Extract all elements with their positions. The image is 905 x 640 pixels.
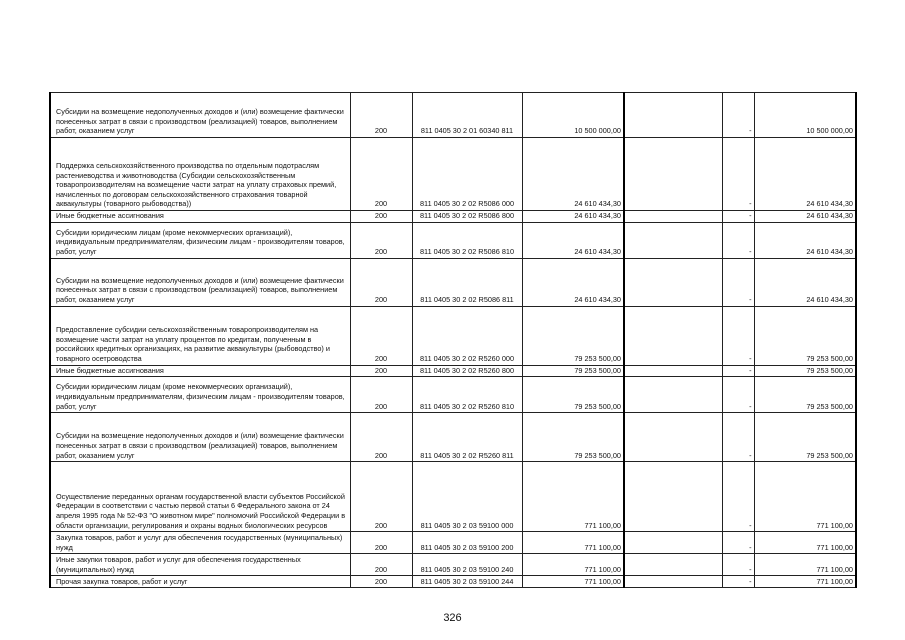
- table-row: [50, 576, 856, 588]
- row-code: 200: [350, 258, 412, 306]
- row-remaining: 24 610 434,30: [754, 222, 856, 258]
- row-executed: -: [722, 554, 754, 576]
- row-amount: 771 100,00: [522, 532, 624, 554]
- row-blank: [624, 365, 722, 377]
- row-name: Субсидии юридическим лицам (кроме некоммерческих организаций), индивидуальным предпринимателям, физическим лицам - производителям товаров, работ, услуг: [50, 222, 350, 258]
- row-blank: [624, 211, 722, 223]
- row-name: Закупка товаров, работ и услуг для обеспечения государственных (муниципальных) нужд: [50, 532, 350, 554]
- row-code: 200: [350, 532, 412, 554]
- row-amount: 79 253 500,00: [522, 306, 624, 365]
- row-classification: 811 0405 30 2 02 R5260 810: [412, 377, 522, 413]
- row-amount: 771 100,00: [522, 576, 624, 588]
- row-blank: [624, 306, 722, 365]
- row-name: Предоставление субсидии сельскохозяйственным товаропроизводителям на возмещение части затрат на уплату процентов по кредитам, полученным в российских кредитных организациях, на развитие аквакультуры (рыбоводство) и товарного осетроводства: [50, 306, 350, 365]
- row-executed: -: [722, 576, 754, 588]
- row-blank: [624, 377, 722, 413]
- row-remaining: 771 100,00: [754, 462, 856, 532]
- row-remaining: 10 500 000,00: [754, 93, 856, 138]
- row-executed: -: [722, 365, 754, 377]
- row-blank: [624, 532, 722, 554]
- row-amount: 79 253 500,00: [522, 377, 624, 413]
- table-row: [50, 138, 856, 211]
- row-code: 200: [350, 211, 412, 223]
- row-code: 200: [350, 554, 412, 576]
- row-name: Иные бюджетные ассигнования: [50, 365, 350, 377]
- row-remaining: 79 253 500,00: [754, 377, 856, 413]
- row-name: Иные бюджетные ассигнования: [50, 211, 350, 223]
- row-blank: [624, 138, 722, 211]
- row-executed: -: [722, 532, 754, 554]
- row-blank: [624, 462, 722, 532]
- row-name: Субсидии на возмещение недополученных доходов и (или) возмещение фактически понесенных затрат в связи с производством (реализацией) товаров, выполнением работ, оказанием услуг: [50, 93, 350, 138]
- table-row: [50, 306, 856, 365]
- row-amount: 24 610 434,30: [522, 211, 624, 223]
- row-classification: 811 0405 30 2 02 R5086 811: [412, 258, 522, 306]
- row-remaining: 24 610 434,30: [754, 211, 856, 223]
- row-blank: [624, 222, 722, 258]
- row-amount: 24 610 434,30: [522, 222, 624, 258]
- row-name: Поддержка сельскохозяйственного производства по отдельным подотраслям растениеводства и животноводства (Субсидии сельскохозяйственным товаропроизводителям на возмещение части затрат на уплату страховых премий, начисленных по договорам сельскохозяйственного страхования товарной аквакультуры (товарного рыбоводства)): [50, 138, 350, 211]
- table-row: [50, 365, 856, 377]
- table-row: [50, 377, 856, 413]
- row-executed: -: [722, 211, 754, 223]
- row-amount: 771 100,00: [522, 462, 624, 532]
- budget-table: [49, 92, 857, 588]
- row-executed: -: [722, 413, 754, 462]
- row-amount: 24 610 434,30: [522, 138, 624, 211]
- row-blank: [624, 258, 722, 306]
- row-blank: [624, 413, 722, 462]
- row-remaining: 771 100,00: [754, 554, 856, 576]
- row-classification: 811 0405 30 2 02 R5260 000: [412, 306, 522, 365]
- row-classification: 811 0405 30 2 03 59100 244: [412, 576, 522, 588]
- row-executed: -: [722, 462, 754, 532]
- row-classification: 811 0405 30 2 02 R5260 811: [412, 413, 522, 462]
- page-number: 326: [443, 612, 462, 624]
- row-name: Иные закупки товаров, работ и услуг для обеспечения государственных (муниципальных) нужд: [50, 554, 350, 576]
- table-row: [50, 554, 856, 576]
- row-amount: 771 100,00: [522, 554, 624, 576]
- row-executed: -: [722, 138, 754, 211]
- row-amount: 10 500 000,00: [522, 93, 624, 138]
- row-code: 200: [350, 576, 412, 588]
- table-row: [50, 93, 856, 138]
- row-executed: -: [722, 306, 754, 365]
- row-remaining: 79 253 500,00: [754, 365, 856, 377]
- row-name: Субсидии юридическим лицам (кроме некоммерческих организаций), индивидуальным предпринимателям, физическим лицам - производителям товаров, работ, услуг: [50, 377, 350, 413]
- table-row: [50, 211, 856, 223]
- row-executed: -: [722, 93, 754, 138]
- row-code: 200: [350, 93, 412, 138]
- table-row: [50, 462, 856, 532]
- table-row: [50, 532, 856, 554]
- row-remaining: 24 610 434,30: [754, 258, 856, 306]
- row-classification: 811 0405 30 2 03 59100 200: [412, 532, 522, 554]
- row-amount: 24 610 434,30: [522, 258, 624, 306]
- row-amount: 79 253 500,00: [522, 365, 624, 377]
- row-amount: 79 253 500,00: [522, 413, 624, 462]
- row-code: 200: [350, 462, 412, 532]
- row-classification: 811 0405 30 2 03 59100 000: [412, 462, 522, 532]
- row-name: Осуществление переданных органам государственной власти субъектов Российской Федерации в соответствии с частью первой статьи 6 Федерального закона от 24 апреля 1995 года № 52-ФЗ "О животном мире" полномочий Российской Федерации в области организации, регулирования и охраны водных биологических ресурсов: [50, 462, 350, 532]
- row-code: 200: [350, 306, 412, 365]
- row-executed: -: [722, 377, 754, 413]
- row-name: Прочая закупка товаров, работ и услуг: [50, 576, 350, 588]
- row-blank: [624, 554, 722, 576]
- row-name: Субсидии на возмещение недополученных доходов и (или) возмещение фактически понесенных затрат в связи с производством (реализацией) товаров, выполнением работ, оказанием услуг: [50, 413, 350, 462]
- row-code: 200: [350, 365, 412, 377]
- row-blank: [624, 93, 722, 138]
- row-classification: 811 0405 30 2 01 60340 811: [412, 93, 522, 138]
- table-row: [50, 258, 856, 306]
- row-code: 200: [350, 138, 412, 211]
- row-remaining: 79 253 500,00: [754, 413, 856, 462]
- row-remaining: 771 100,00: [754, 576, 856, 588]
- table-row: [50, 413, 856, 462]
- row-remaining: 79 253 500,00: [754, 306, 856, 365]
- row-executed: -: [722, 222, 754, 258]
- row-remaining: 24 610 434,30: [754, 138, 856, 211]
- row-classification: 811 0405 30 2 02 R5086 810: [412, 222, 522, 258]
- row-classification: 811 0405 30 2 02 R5086 000: [412, 138, 522, 211]
- row-classification: 811 0405 30 2 02 R5260 800: [412, 365, 522, 377]
- table-row: [50, 222, 856, 258]
- row-code: 200: [350, 413, 412, 462]
- row-executed: -: [722, 258, 754, 306]
- row-code: 200: [350, 377, 412, 413]
- row-code: 200: [350, 222, 412, 258]
- row-classification: 811 0405 30 2 03 59100 240: [412, 554, 522, 576]
- row-classification: 811 0405 30 2 02 R5086 800: [412, 211, 522, 223]
- row-blank: [624, 576, 722, 588]
- row-remaining: 771 100,00: [754, 532, 856, 554]
- row-name: Субсидии на возмещение недополученных доходов и (или) возмещение фактически понесенных затрат в связи с производством (реализацией) товаров, выполнением работ, оказанием услуг: [50, 258, 350, 306]
